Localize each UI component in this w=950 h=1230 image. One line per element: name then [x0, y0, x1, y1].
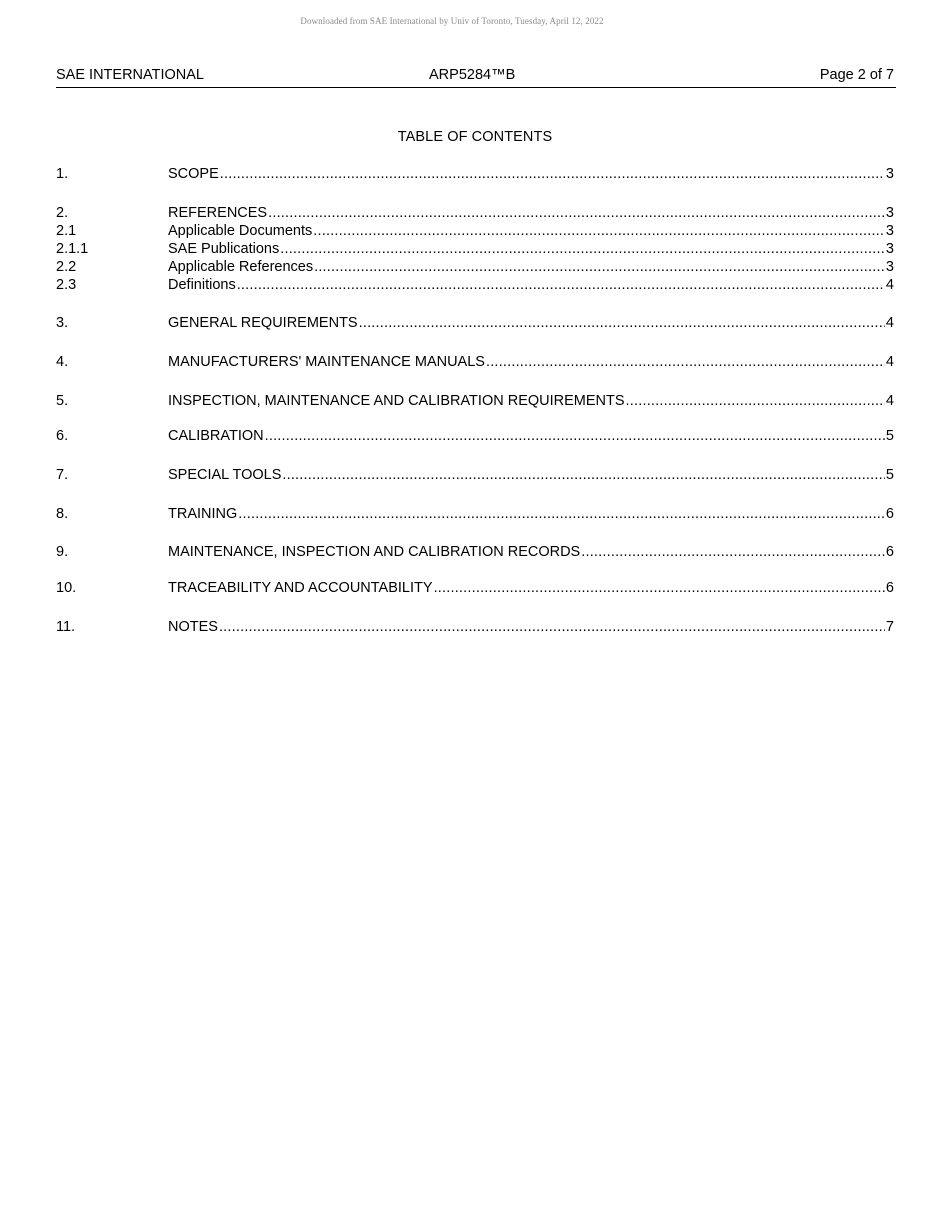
toc-entry-1[interactable] [56, 165, 894, 183]
toc-entry-label: SCOPE [168, 166, 219, 182]
toc-entry-label: INSPECTION, MAINTENANCE AND CALIBRATION REQUIREMENTS [168, 393, 625, 409]
toc-dot-leader [219, 618, 885, 636]
toc-entry-10[interactable] [56, 579, 894, 597]
toc-entry-label: MANUFACTURERS' MAINTENANCE MANUALS [168, 354, 485, 370]
toc-entry-number: 4. [56, 354, 69, 370]
toc-entry-8[interactable] [56, 505, 894, 523]
toc-entry-5[interactable] [56, 392, 894, 410]
toc-entry-page: 3 [885, 223, 894, 239]
toc-dot-leader [237, 276, 885, 294]
toc-entry-number: 2.1.1 [56, 241, 89, 257]
toc-entry-label: SAE Publications [168, 241, 280, 257]
toc-entry-number: 2.2 [56, 259, 77, 275]
toc-entry-label: NOTES [168, 619, 218, 635]
toc-entry-label: Applicable References [168, 259, 314, 275]
toc-entry-2-2[interactable] [56, 258, 894, 276]
toc-entry-label: Definitions [168, 277, 236, 293]
toc-entry-label: Applicable Documents [168, 223, 313, 239]
toc-dot-leader [268, 204, 885, 222]
toc-entry-number: 11. [56, 619, 76, 635]
header-organization: SAE INTERNATIONAL [56, 67, 204, 83]
toc-entry-page: 3 [885, 241, 894, 257]
toc-entry-number: 3. [56, 315, 69, 331]
toc-entry-page: 6 [885, 544, 894, 560]
toc-dot-leader [282, 466, 885, 484]
toc-entry-number: 2.3 [56, 277, 77, 293]
toc-entry-page: 3 [885, 205, 894, 221]
toc-entry-number: 6. [56, 428, 69, 444]
toc-entry-number: 1. [56, 166, 69, 182]
toc-entry-7[interactable] [56, 466, 894, 484]
toc-entry-2-1[interactable] [56, 222, 894, 240]
toc-entry-2-3[interactable] [56, 276, 894, 294]
toc-entry-label: SPECIAL TOOLS [168, 467, 282, 483]
toc-entry-4[interactable] [56, 353, 894, 371]
toc-entry-label: GENERAL REQUIREMENTS [168, 315, 358, 331]
toc-entry-2-1-1[interactable] [56, 240, 894, 258]
toc-entry-page: 4 [885, 393, 894, 409]
toc-entry-2[interactable] [56, 204, 894, 222]
toc-dot-leader [434, 579, 885, 597]
toc-entry-page: 4 [885, 277, 894, 293]
toc-dot-leader [238, 505, 885, 523]
toc-entry-page: 7 [885, 619, 894, 635]
toc-entry-number: 2. [56, 205, 69, 221]
page-header [56, 66, 896, 88]
toc-entry-label: MAINTENANCE, INSPECTION AND CALIBRATION RECORDS [168, 544, 581, 560]
toc-dot-leader [359, 314, 885, 332]
toc-entry-6[interactable] [56, 427, 894, 445]
toc-entry-number: 2.1 [56, 223, 77, 239]
toc-entry-page: 4 [885, 354, 894, 370]
toc-entry-page: 3 [885, 166, 894, 182]
toc-entry-page: 3 [885, 259, 894, 275]
toc-entry-number: 10. [56, 580, 77, 596]
toc-dot-leader [486, 353, 885, 371]
header-document-id: ARP5284™B [429, 67, 516, 83]
toc-entry-label: TRAINING [168, 506, 238, 522]
toc-entry-page: 4 [885, 315, 894, 331]
toc-title: TABLE OF CONTENTS [397, 129, 553, 145]
toc-entry-label: CALIBRATION [168, 428, 264, 444]
toc-entry-number: 8. [56, 506, 69, 522]
toc-entry-page: 6 [885, 506, 894, 522]
toc-dot-leader [314, 258, 885, 276]
toc-dot-leader [626, 392, 885, 410]
toc-entry-number: 7. [56, 467, 69, 483]
toc-dot-leader [280, 240, 885, 258]
toc-dot-leader [220, 165, 885, 183]
toc-entry-9[interactable] [56, 543, 894, 561]
download-watermark: Downloaded from SAE International by Univ of Toronto, Tuesday, April 12, 2022 [300, 16, 604, 26]
header-page-label: Page 2 of 7 [819, 67, 894, 83]
toc-entry-page: 5 [885, 467, 894, 483]
toc-dot-leader [581, 543, 885, 561]
toc-entry-11[interactable] [56, 618, 894, 636]
toc-entry-page: 5 [885, 428, 894, 444]
toc-dot-leader [313, 222, 885, 240]
toc-entry-label: REFERENCES [168, 205, 268, 221]
toc-entry-number: 9. [56, 544, 69, 560]
toc-dot-leader [265, 427, 885, 445]
toc-entry-page: 6 [885, 580, 894, 596]
toc-entry-label: TRACEABILITY AND ACCOUNTABILITY [168, 580, 433, 596]
toc-entry-number: 5. [56, 393, 69, 409]
toc-entry-3[interactable] [56, 314, 894, 332]
